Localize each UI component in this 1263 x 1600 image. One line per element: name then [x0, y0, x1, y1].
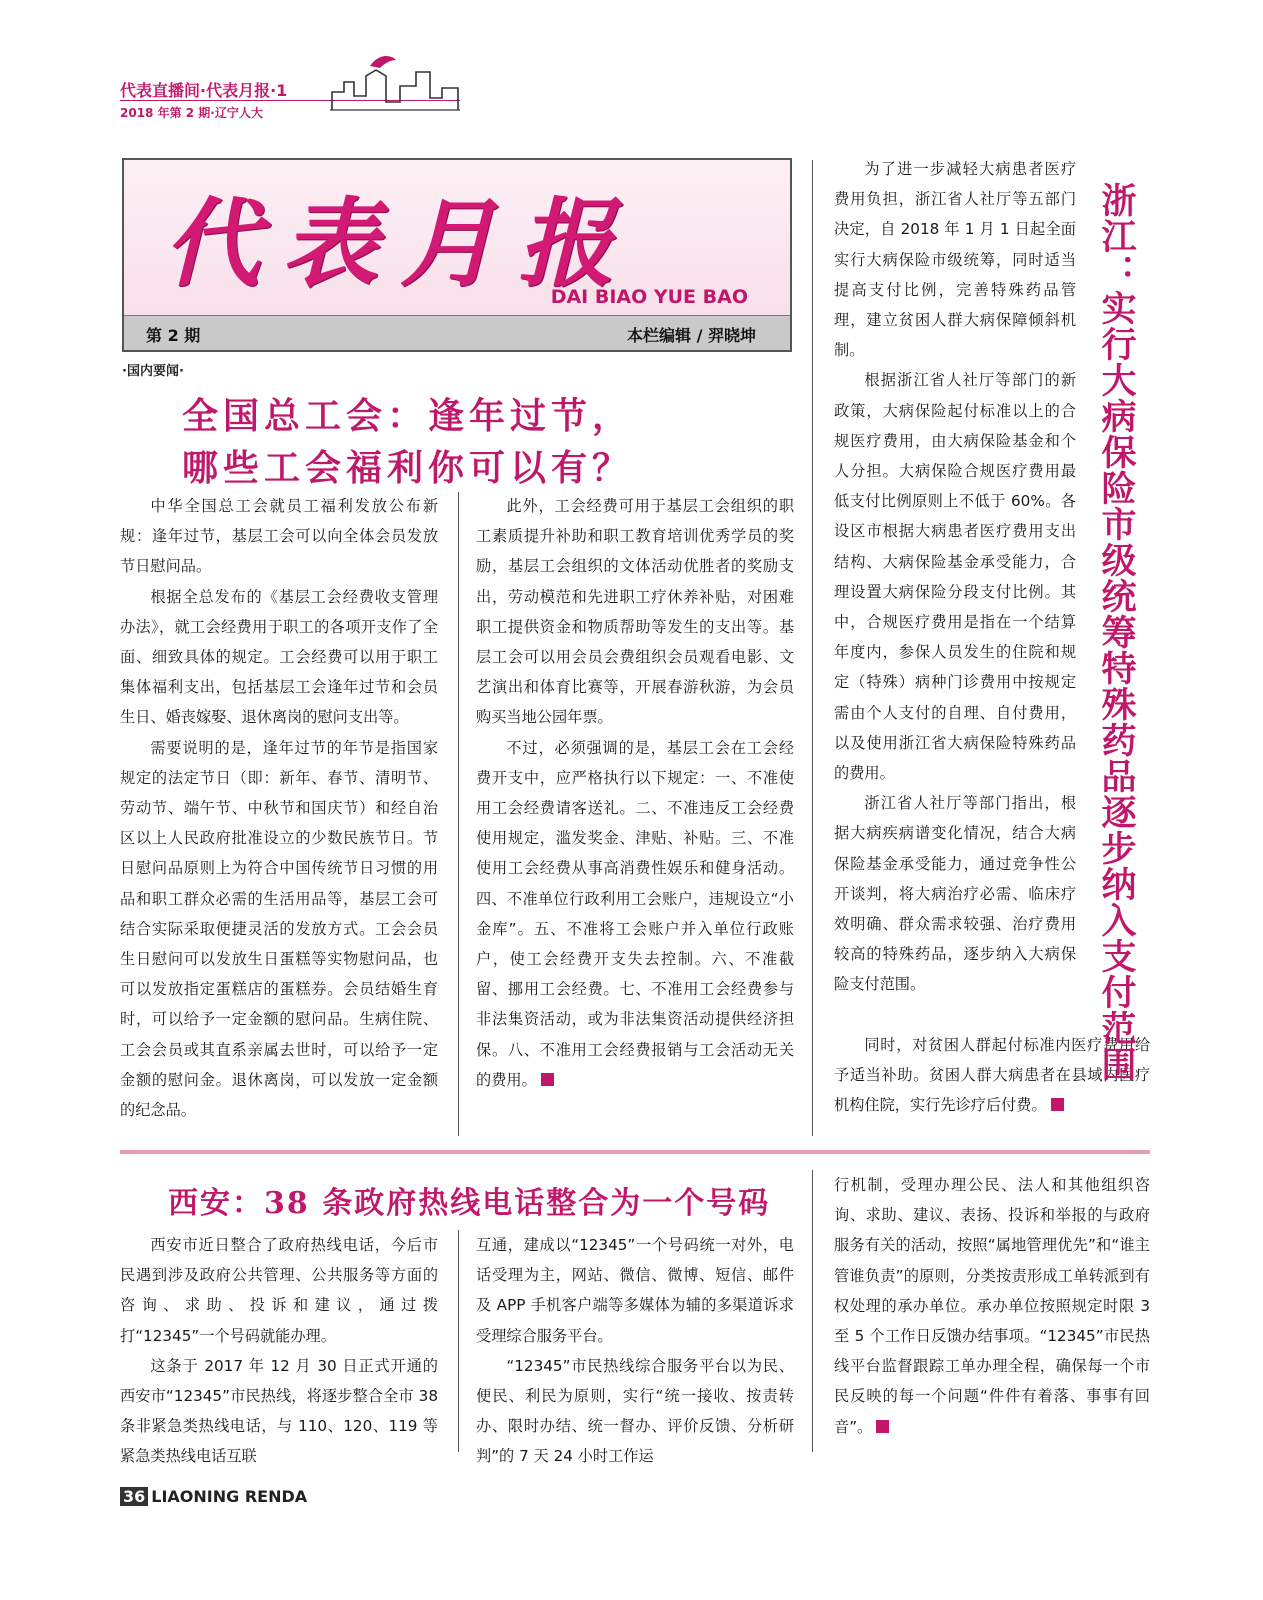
article2-vertical-title: 浙江：实行大病保险市级统筹特殊药品逐步纳入支付范围 — [1096, 182, 1137, 1082]
paragraph: 需要说明的是，逢年过节的年节是指国家规定的法定节日（即：新年、春节、清明节、劳动节、端午节、中秋节和国庆节）和经自治区以上人民政府批准设立的少数民族节日。节日慰问品原则上为符合中国传统节日习惯的用品和职工群众必需的生活用品等，基层工会可结合实际采取便捷灵活的发放方式。工会会员生日慰问可以发放生日蛋糕等实物慰问品，也可以发放指定蛋糕店的蛋糕券。会员结婚生育时，可以给予一定金额的慰问品。生病住院、工会会员或其直系亲属去世时，可以给予一定金额的慰问金。退休离岗，可以发放一定金额的纪念品。 — [120, 738, 438, 1120]
skyline-logo-icon — [330, 52, 460, 112]
paragraph: 根据浙江省人社厅等部门的新政策，大病保险起付标准以上的合规医疗费用，由大病保险基金和个人分担。大病保险合规医疗费用最低支付比例原则上不低于 60%。各设区市根据大病患者医疗费用支出结构、大病保险基金承受能力，合理设置大病保险分段支付比例。其中，合规医疗费用是指在一个结算年度内，参保人员发生的住院和规定（特殊）病种门诊费用中按规定需由个人支付的自理、自付费用，以及使用浙江省大病保险特殊药品的费用。 — [834, 371, 1076, 783]
paragraph: 浙江省人社厅等部门指出，根据大病疾病谱变化情况，结合大病保险基金承受能力，通过竞争性公开谈判，将大病治疗必需、临床疗效明确、群众需求较强、治疗费用较高的特殊药品，逐步纳入大病保险支付范围。 — [834, 794, 1076, 994]
paragraph: 为了进一步减轻大病患者医疗费用负担，浙江省人社厅等五部门决定，自 2018 年 1 月 1 日起全面实行大病保险市级统筹，同时适当提高支付比例，完善特殊药品管理，建立贫困人群大病保障倾斜机制。 — [834, 160, 1076, 360]
paragraph: 互通，建成以“12345”一个号码统一对外，电话受理为主，网站、微信、微博、短信、邮件及 APP 手机客户端等多媒体为辅的多渠道诉求受理综合服务平台。 — [476, 1236, 794, 1345]
column-divider — [812, 160, 813, 1136]
article1-column-2 — [476, 491, 794, 1095]
article3-column-2 — [476, 1230, 794, 1472]
issue-number: 第 2 期 — [146, 326, 201, 345]
masthead-info-bar — [124, 315, 790, 350]
magazine-name: LIAONING RENDA — [151, 1487, 308, 1506]
section-tag: ·国内要闻· — [122, 364, 184, 379]
section-divider — [120, 1150, 1150, 1154]
masthead-title: 代表月报 — [164, 187, 636, 300]
paragraph: 中华全国总工会就员工福利发放公布新规：逢年过节，基层工会可以向全体会员发放节日慰问品。 — [120, 497, 438, 576]
page-footer — [120, 1487, 307, 1506]
masthead-pinyin: DAI BIAO YUE BAO — [550, 286, 748, 308]
column-divider — [458, 1230, 459, 1452]
page-number: 36 — [120, 1487, 148, 1506]
paragraph: 此外，工会经费可用于基层工会组织的职工素质提升补助和职工教育培训优秀学员的奖励，基层工会组织的文体活动优胜者的奖励支出，劳动模范和先进职工疗休养补贴，对困难职工提供资金和物质帮助等发生的支出等。基层工会可以用会员会费组织会员观看电影、文艺演出和体育比赛等，开展春游秋游，为会员购买当地公园年票。 — [476, 497, 794, 727]
paragraph — [834, 1170, 1150, 1442]
column-divider — [812, 1170, 813, 1452]
paragraph: “12345”市民热线综合服务平台以为民、便民、利民为原则，实行“统一接收、按责转办、限时办结、统一督办、评价反馈、分析研判”的 7 天 24 小时工作运 — [476, 1356, 794, 1466]
paragraph: 西安市近日整合了政府热线电话，今后市民遇到涉及政府公共管理、公共服务等方面的咨询、求助、投诉和建议，通过拨打“12345”一个号码就能办理。 — [120, 1236, 438, 1345]
end-mark-icon — [876, 1420, 889, 1433]
paragraph-text: 同时，对贫困人群起付标准内医疗费用给予适当补助。贫困人群大病患者在县域内医疗机构住院，实行先诊疗后付费。 — [834, 1036, 1150, 1115]
paragraph-text: 行机制，受理办理公民、法人和其他组织咨询、求助、建议、表扬、投诉和举报的与政府服务有关的活动，按照“属地管理优先”和“谁主管谁负责”的原则，分类按责形成工单转派到有权处理的承办单位。承办单位按照规定时限 3 至 5 个工作日反馈办结事项。“12345”市民热线平台监督跟踪工单办理全程，确保每一个市民反映的每一个问题“件件有着落、事事有回音”。 — [834, 1176, 1150, 1436]
article1-title-line2: 哪些工会福利你可以有？ — [182, 448, 634, 489]
masthead-banner — [122, 158, 792, 352]
column-editor: 本栏编辑 / 羿晓坤 — [627, 326, 756, 345]
article3-column-3 — [834, 1170, 1150, 1442]
article1-title-line1: 全国总工会：逢年过节， — [182, 396, 634, 437]
paragraph: 根据全总发布的《基层工会经费收支管理办法》，就工会经费用于职工的各项开支作了全面、细致具体的规定。工会经费可以用于职工集体福利支出，包括基层工会逢年过节和会员生日、婚丧嫁娶、退休离岗的慰问支出等。 — [120, 587, 438, 727]
end-mark-icon — [1051, 1098, 1064, 1111]
column-divider — [458, 492, 459, 1136]
article1-column-1 — [120, 491, 438, 1125]
article2-column — [834, 154, 1076, 1000]
paragraph-text: 不过，必须强调的是，基层工会在工会经费开支中，应严格执行以下规定：一、不准使用工会经费请客送礼。二、不准违反工会经费使用规定，滥发奖金、津贴、补贴。三、不准使用工会经费从事高消费性娱乐和健身活动。四、不准单位行政利用工会账户，违规设立“小金库”。五、不准将工会账户并入单位行政账户，使工会经费开支失去控制。六、不准截留、挪用工会经费。七、不准用工会经费参与非法集资活动，或为非法集资活动提供经济担保。八、不准用工会经费报销与工会活动无关的费用。 — [476, 738, 794, 1089]
article3-column-1 — [120, 1230, 438, 1472]
end-mark-icon — [541, 1073, 554, 1086]
article3-title: 西安：38 条政府热线电话整合为一个号码 — [168, 1186, 771, 1221]
paragraph: 这条于 2017 年 12 月 30 日正式开通的西安市“12345”市民热线，将逐步整合全市 38 条非紧急类热线电话，与 110、120、119 等紧急类热线电话互联 — [120, 1356, 438, 1466]
issue-line: 2018 年第 2 期·辽宁人大 — [120, 106, 263, 120]
paragraph — [476, 733, 794, 1095]
section-header: 代表直播间·代表月报·1 — [120, 81, 288, 100]
